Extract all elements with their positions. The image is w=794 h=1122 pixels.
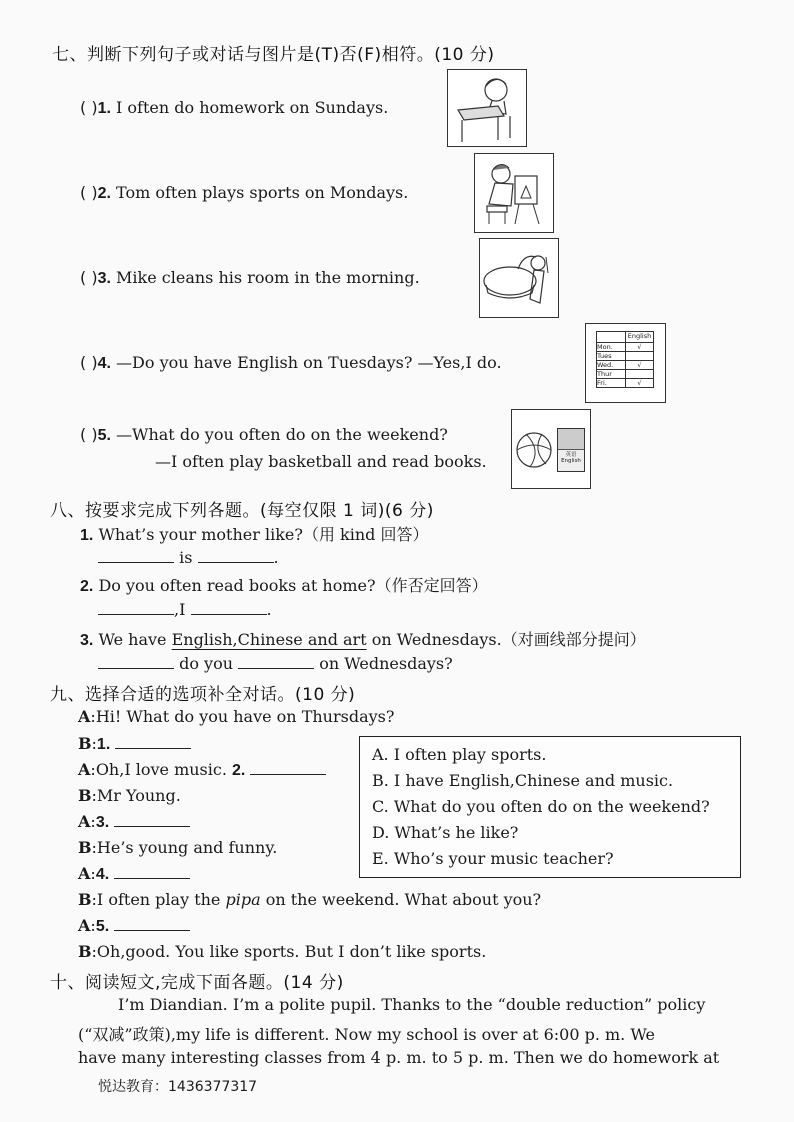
answer-blank[interactable] xyxy=(98,654,174,669)
colon: : xyxy=(90,916,96,935)
speaker: B xyxy=(78,838,92,857)
boy-painting-icon xyxy=(475,154,553,232)
options-box xyxy=(359,736,741,878)
section-7-title: 七、判断下列句子或对话与图片是(T)否(F)相符。(10 分) xyxy=(52,45,495,65)
question-8-1 xyxy=(80,522,429,545)
answer-8-1 xyxy=(98,548,279,567)
answer-blank[interactable] xyxy=(191,600,267,615)
answer-blank[interactable] xyxy=(114,864,190,879)
timetable-day: Thur xyxy=(597,370,626,378)
answer-bracket[interactable]: ( ) xyxy=(80,353,98,372)
dialogue-text: Hi! What do you have on Thursdays? xyxy=(95,707,395,726)
true-false-item-4 xyxy=(80,353,502,373)
dialogue-line xyxy=(78,890,541,909)
answer-8-2 xyxy=(98,600,272,619)
blank-number: 5. xyxy=(95,918,110,935)
colon: : xyxy=(91,786,97,805)
speaker: A xyxy=(78,916,91,935)
answer-text: . xyxy=(273,548,279,567)
picture-boy-painting xyxy=(474,153,554,233)
dialogue-text: He’s young and funny. xyxy=(96,838,278,857)
book-label: 英语 xyxy=(565,452,577,458)
answer-bracket[interactable]: ( ) xyxy=(80,183,98,202)
speaker: A xyxy=(78,707,91,726)
speaker: B xyxy=(78,890,92,909)
answer-8-3 xyxy=(98,654,453,673)
item-5-line-2: —I often play basketball and read books. xyxy=(155,452,487,471)
dialogue-text: on the weekend. What about you? xyxy=(260,890,542,909)
colon: : xyxy=(91,734,97,753)
dialogue-text: I often play the xyxy=(96,890,226,909)
answer-text: . xyxy=(266,600,272,619)
colon: : xyxy=(90,864,96,883)
section-8-title: 八、按要求完成下列各题。(每空仅限 1 词)(6 分) xyxy=(50,501,434,521)
timetable-check: √ xyxy=(637,379,642,387)
item-number: 1. xyxy=(97,100,111,117)
book-cover-art xyxy=(558,429,584,450)
italic-word: pipa xyxy=(225,890,261,909)
question-number: 3. xyxy=(80,632,94,649)
timetable-day: Wed. xyxy=(597,361,626,369)
true-false-item-2 xyxy=(80,183,408,203)
dialogue-line xyxy=(78,838,277,857)
dialogue-line xyxy=(78,707,394,726)
timetable-check xyxy=(626,370,653,378)
section-9-title: 九、选择合适的选项补全对话。(10 分) xyxy=(50,685,356,705)
passage-line: I’m Diandian. I’m a polite pupil. Thanks to the “double reduction” policy xyxy=(118,995,706,1014)
answer-text: do you xyxy=(179,654,234,673)
passage-line: have many interesting classes from 4 p. m. to 5 p. m. Then we do homework at xyxy=(78,1048,720,1067)
answer-blank[interactable] xyxy=(114,812,190,827)
true-false-item-5 xyxy=(80,425,448,445)
answer-blank[interactable] xyxy=(238,654,314,669)
answer-text: ,I xyxy=(174,600,186,619)
item-text: Mike cleans his room in the morning. xyxy=(116,268,420,287)
question-text: Do you often read books at home?（作否定回答） xyxy=(98,576,488,595)
colon: : xyxy=(90,812,96,831)
answer-blank[interactable] xyxy=(250,760,326,775)
question-8-2 xyxy=(80,573,488,596)
picture-timetable xyxy=(585,323,666,403)
colon: : xyxy=(90,707,96,726)
dialogue-line xyxy=(78,786,181,805)
passage-line: (“双减”政策),my life is different. Now my school is over at 6:00 p. m. We xyxy=(78,1025,655,1044)
true-false-item-3 xyxy=(80,268,420,288)
underlined-part: English,Chinese and art xyxy=(171,630,367,649)
question-8-3 xyxy=(80,627,646,650)
section-10-title: 十、阅读短文,完成下面各题。(14 分) xyxy=(50,973,344,993)
dialogue-text: Oh,I love music. xyxy=(95,760,227,779)
english-book-icon xyxy=(557,428,585,472)
colon: : xyxy=(91,942,97,961)
speaker: B xyxy=(78,942,92,961)
speaker: A xyxy=(78,864,91,883)
question-text: on Wednesdays.（对画线部分提问） xyxy=(366,630,646,649)
footer-watermark: 悦达教育：1436377317 xyxy=(98,1079,258,1095)
item-number: 4. xyxy=(97,355,111,372)
dialogue-text: Mr Young. xyxy=(96,786,181,805)
timetable-corner xyxy=(597,332,626,342)
option-d: D. What’s he like? xyxy=(372,823,519,842)
item-number: 3. xyxy=(97,270,111,287)
answer-text: is xyxy=(179,548,193,567)
item-number: 2. xyxy=(97,185,111,202)
dialogue-line xyxy=(78,760,326,780)
dialogue-text: Oh,good. You like sports. But I don’t like sports. xyxy=(96,942,487,961)
timetable-day: Tues xyxy=(597,352,626,360)
speaker: A xyxy=(78,760,91,779)
question-number: 2. xyxy=(80,578,94,595)
blank-number: 2. xyxy=(232,762,246,779)
timetable-day: Mon. xyxy=(597,343,626,351)
picture-girl-homework xyxy=(447,69,527,147)
dialogue-line xyxy=(78,812,190,832)
answer-blank[interactable] xyxy=(98,548,174,563)
girl-at-desk-icon xyxy=(448,70,526,146)
option-a: A. I often play sports. xyxy=(372,745,547,764)
option-e: E. Who’s your music teacher? xyxy=(372,849,614,868)
timetable-check: √ xyxy=(637,361,642,369)
colon: : xyxy=(90,760,96,779)
item-text: —What do you often do on the weekend? xyxy=(116,425,448,444)
item-text: Tom often plays sports on Mondays. xyxy=(116,183,409,202)
option-c: C. What do you often do on the weekend? xyxy=(372,797,710,816)
timetable xyxy=(596,331,654,388)
answer-blank[interactable] xyxy=(98,600,174,615)
question-text: What’s your mother like?（用 kind 回答） xyxy=(98,525,429,544)
boy-by-bed-icon xyxy=(480,239,558,317)
question-text: We have xyxy=(98,630,172,649)
timetable-check xyxy=(626,352,653,360)
speaker: A xyxy=(78,812,91,831)
book-title: English xyxy=(561,458,581,464)
option-b: B. I have English,Chinese and music. xyxy=(372,771,674,790)
colon: : xyxy=(91,890,97,909)
item-text: —Do you have English on Tuesdays? —Yes,I do. xyxy=(116,353,502,372)
timetable-header: English xyxy=(627,332,652,340)
item-text: I often do homework on Sundays. xyxy=(116,98,389,117)
answer-text: on Wednesdays? xyxy=(319,654,453,673)
answer-blank[interactable] xyxy=(115,734,191,749)
answer-bracket[interactable]: ( ) xyxy=(80,268,98,287)
blank-number: 4. xyxy=(95,866,110,883)
colon: : xyxy=(91,838,97,857)
item-number: 5. xyxy=(97,427,111,444)
dialogue-line xyxy=(78,734,191,754)
dialogue-line xyxy=(78,916,190,936)
picture-boy-bed xyxy=(479,238,559,318)
answer-bracket[interactable]: ( ) xyxy=(80,98,98,117)
answer-blank[interactable] xyxy=(198,548,274,563)
speaker: B xyxy=(78,786,92,805)
blank-number: 3. xyxy=(95,814,110,831)
blank-number: 1. xyxy=(96,736,111,753)
picture-basketball-book xyxy=(511,409,591,489)
timetable-check: √ xyxy=(637,343,642,351)
timetable-day: Fri. xyxy=(597,379,626,387)
answer-bracket[interactable]: ( ) xyxy=(80,425,98,444)
dialogue-line xyxy=(78,942,486,961)
true-false-item-1 xyxy=(80,98,388,118)
speaker: B xyxy=(78,734,92,753)
dialogue-line xyxy=(78,864,190,884)
answer-blank[interactable] xyxy=(114,916,190,931)
question-number: 1. xyxy=(80,527,94,544)
